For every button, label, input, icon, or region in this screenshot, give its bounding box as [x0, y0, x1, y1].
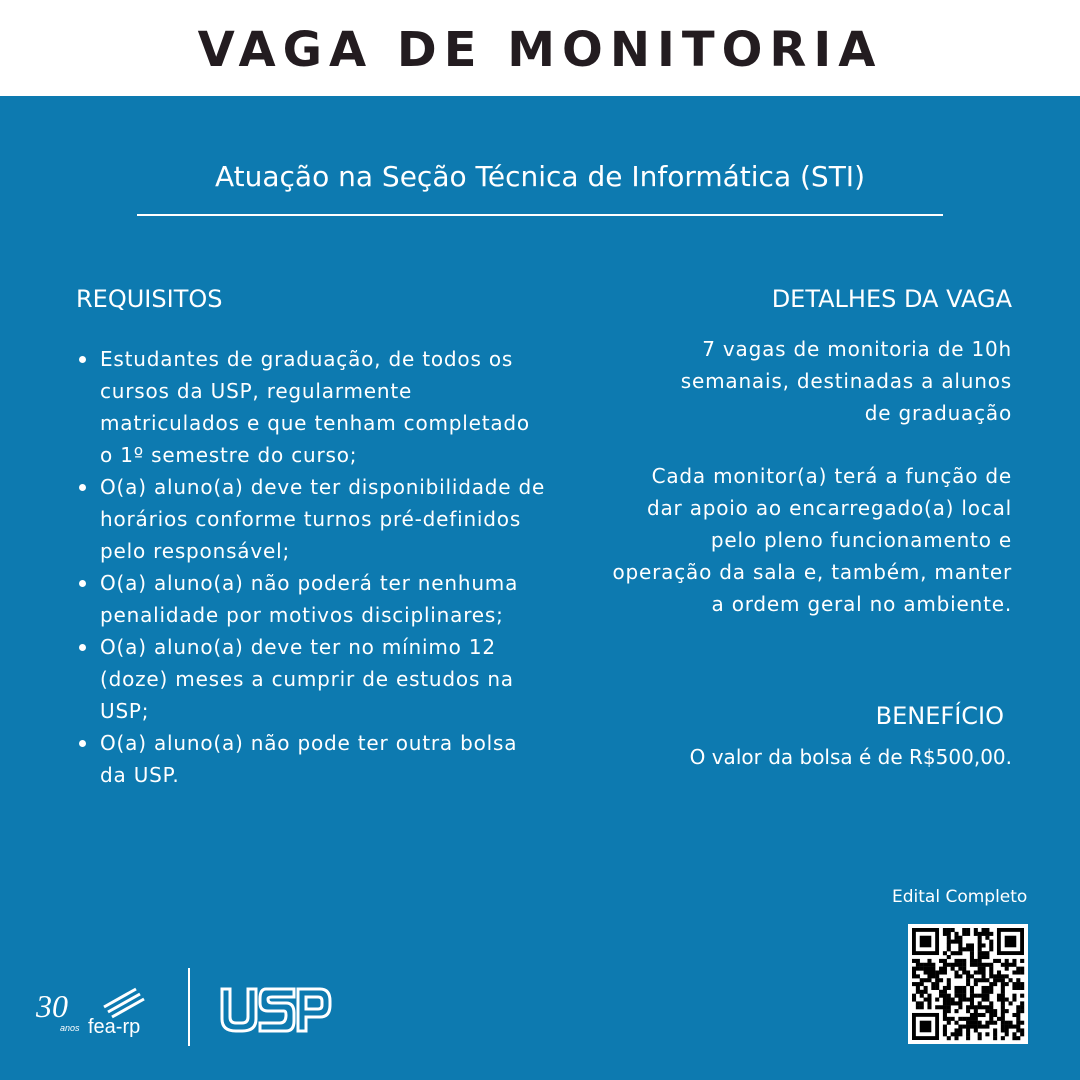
detalhes-heading: DETALHES DA VAGA: [771, 285, 1012, 313]
page-title: VAGA DE MONITORIA: [197, 22, 883, 78]
fearp-anos: anos: [60, 1023, 80, 1033]
requisitos-list: [100, 343, 550, 791]
edital-label: Edital Completo: [892, 887, 1028, 907]
requisitos-heading: REQUISITOS: [76, 285, 223, 313]
detalhes-paragraph-2: Cada monitor(a) terá a função de dar apoio ao encarregado(a) local pelo pleno funcionamento e operação da sala e, também, manter a ordem geral no ambiente.: [612, 464, 1012, 616]
logo-divider: [188, 968, 190, 1046]
list-item: O(a) aluno(a) deve ter no mínimo 12 (doze) meses a cumprir de estudos na USP;: [100, 631, 550, 727]
list-item: O(a) aluno(a) não pode ter outra bolsa da USP.: [100, 727, 550, 791]
qr-code[interactable]: [908, 924, 1028, 1044]
fearp-name: fea-rp: [88, 1016, 141, 1038]
list-item: O(a) aluno(a) não poderá ter nenhuma penalidade por motivos disciplinares;: [100, 567, 550, 631]
fearp-logo: [36, 983, 166, 1039]
detalhes-paragraph-1: 7 vagas de monitoria de 10h semanais, destinadas a alunos de graduação: [680, 337, 1012, 425]
beneficio-text: O valor da bolsa é de R$500,00.: [689, 745, 1012, 769]
fearp-stripes-icon: [104, 989, 144, 1017]
list-item: Estudantes de graduação, de todos os cursos da USP, regularmente matriculados e que tenham completado o 1º semestre do curso;: [100, 343, 550, 471]
usp-logo: [218, 985, 334, 1035]
fearp-number: 30: [36, 988, 68, 1024]
qr-code-icon: [908, 924, 1028, 1044]
subtitle: Atuação na Seção Técnica de Informática (STI): [214, 160, 865, 193]
divider: [137, 214, 943, 216]
list-item: O(a) aluno(a) deve ter disponibilidade de horários conforme turnos pré-definidos pelo responsável;: [100, 471, 550, 567]
beneficio-heading: BENEFÍCIO: [875, 702, 1004, 730]
